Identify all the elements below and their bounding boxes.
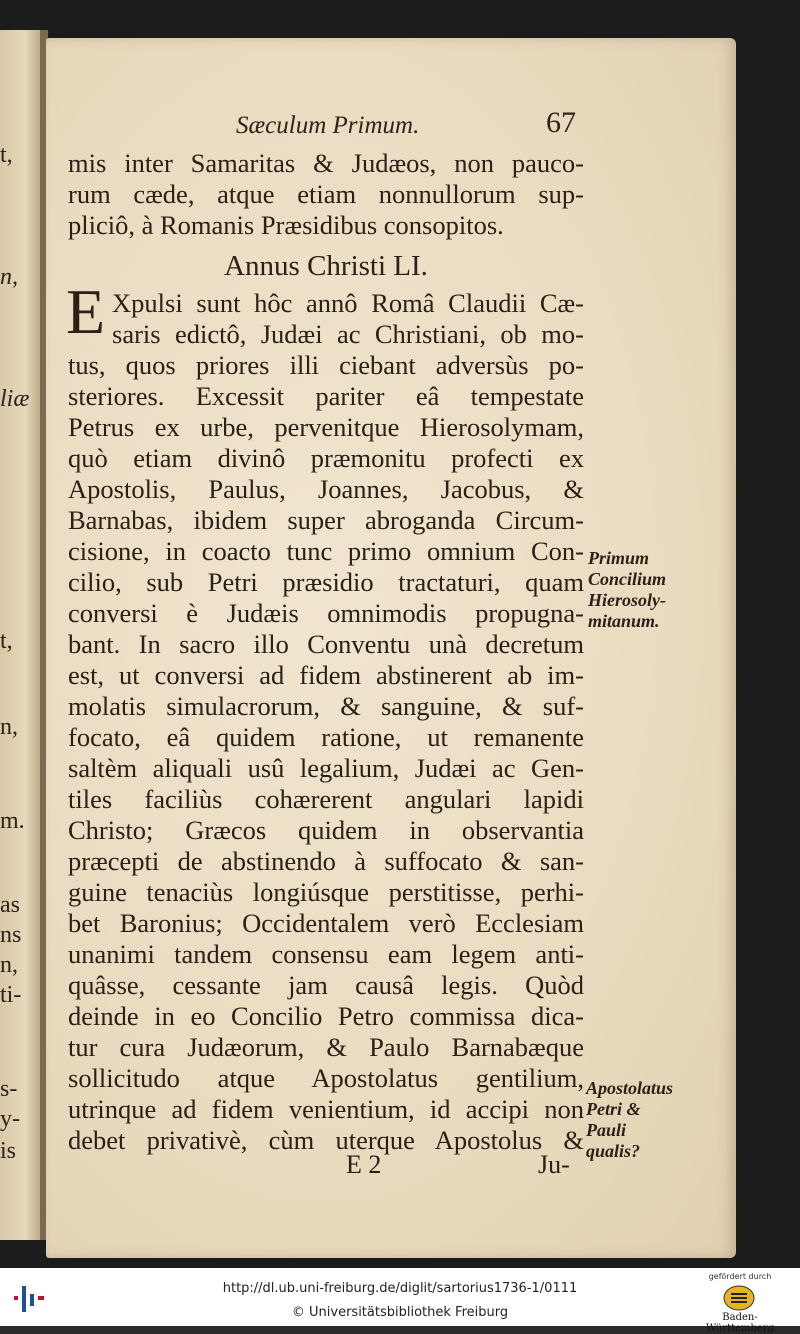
text-line: bant. In sacro illo Conventu unà decretum [68, 629, 584, 659]
text-line: pliciô, à Romanis Præsidibus consopitos. [68, 210, 504, 240]
text-line: rum cæde, atque etiam nonnullorum sup- [68, 179, 584, 209]
facing-page-fragment: m. [0, 808, 25, 834]
facing-page-fragment: liæ [0, 386, 30, 412]
text-line: tur cura Judæorum, & Paulo Barnabæque [68, 1032, 584, 1062]
text-line: utrinque ad fidem venientium, id accipi non [68, 1094, 584, 1124]
drop-cap: E [66, 276, 106, 347]
text-line: tiles faciliùs cohærerent angulari lapidi [68, 784, 584, 814]
text-line: deinde in eo Concilio Petro commissa dica- [68, 1001, 584, 1031]
text-line: steriores. Excessit pariter eâ tempestate [68, 381, 584, 411]
facing-page-fragment: is [0, 1138, 17, 1164]
facing-page-fragment: ti- [0, 982, 22, 1008]
text-line: focato, eâ quidem ratione, ut remanente [68, 722, 584, 752]
text-line: debet privativè, cùm uterque Apostolus & [68, 1125, 584, 1155]
text-line: sollicitudo atque Apostolatus gentilium, [68, 1063, 584, 1093]
facing-page-fragment: ns [0, 922, 22, 948]
facing-page-fragment: s- [0, 1076, 18, 1102]
text-line: Xpulsi sunt hôc annô Româ Claudii Cæ- [112, 288, 584, 318]
text-line: quò etiam divinô præmonitu profecti ex [68, 443, 584, 473]
text-line: cilio, sub Petri præsidio tractaturi, quam [68, 567, 584, 597]
funded-by-label: gefördert durch [708, 1272, 772, 1281]
facing-page-fragment: t, [0, 142, 13, 168]
catchword: Ju- [538, 1150, 570, 1179]
text-line: Petrus ex urbe, pervenitque Hierosolymam, [68, 412, 584, 442]
text-line: conversi è Judæis omnimodis propugna- [68, 598, 584, 628]
text-line: præcepti de abstinendo à suffocato & san- [68, 846, 584, 876]
text-line: Barnabas, ibidem super abroganda Circum- [68, 505, 584, 535]
state-crest-icon [723, 1285, 755, 1311]
facing-page-fragment: n, [0, 952, 18, 978]
text-line: est, ut conversi ad fidem abstinerent ab im- [68, 660, 584, 690]
text-line: molatis simulacrorum, & sanguine, & suf- [68, 691, 584, 721]
running-head: Sæculum Primum. [236, 112, 420, 139]
book-page [46, 38, 736, 1258]
state-name: Baden-Württemberg [705, 1312, 775, 1334]
text-line: cisione, in coacto tunc primo omnium Con- [68, 536, 584, 566]
permalink[interactable]: http://dl.ub.uni-freiburg.de/diglit/sartorius1736-1/0111 [222, 1281, 578, 1296]
page-number: 67 [546, 106, 576, 139]
text-line: saris edictô, Judæi ac Christiani, ob mo- [112, 319, 584, 349]
margin-note-apostolate: Apostolatus Petri & Pauli qualis? [586, 1078, 674, 1161]
signature-mark: E 2 [346, 1150, 382, 1179]
facing-page-edge [0, 30, 42, 1240]
text-line: tus, quos priores illi ciebant adversùs po- [68, 350, 584, 380]
text-line: quâsse, cessante jam causâ legis. Quòd [68, 970, 584, 1000]
facing-page-fragment: as [0, 892, 20, 918]
text-line: guine tenaciùs longiúsque perstitisse, perhi- [68, 877, 584, 907]
facing-page-fragment: t, [0, 628, 13, 654]
viewer-footer [0, 1268, 800, 1334]
text-line: saltèm aliquali usû legalium, Judæi ac Gen- [68, 753, 584, 783]
text-line: Christo; Græcos quidem in observantia [68, 815, 584, 845]
text-line: bet Baronius; Occidentalem verò Ecclesiam [68, 908, 584, 938]
text-line: Apostolis, Paulus, Joannes, Jacobus, & [68, 474, 584, 504]
section-heading: Annus Christi LI. [224, 250, 428, 282]
facing-page-fragment: y- [0, 1106, 20, 1132]
margin-note-council: Primum Concilium Hierosoly- mitanum. [588, 548, 667, 631]
text-line: unanimi tandem consensu eam legem anti- [68, 939, 584, 969]
facing-page-fragment: n, [0, 714, 18, 740]
facing-page-fragment: n, [0, 264, 18, 290]
text-line: mis inter Samaritas & Judæos, non pauco- [68, 148, 584, 178]
copyright-notice: © Universitätsbibliothek Freiburg [291, 1305, 509, 1320]
